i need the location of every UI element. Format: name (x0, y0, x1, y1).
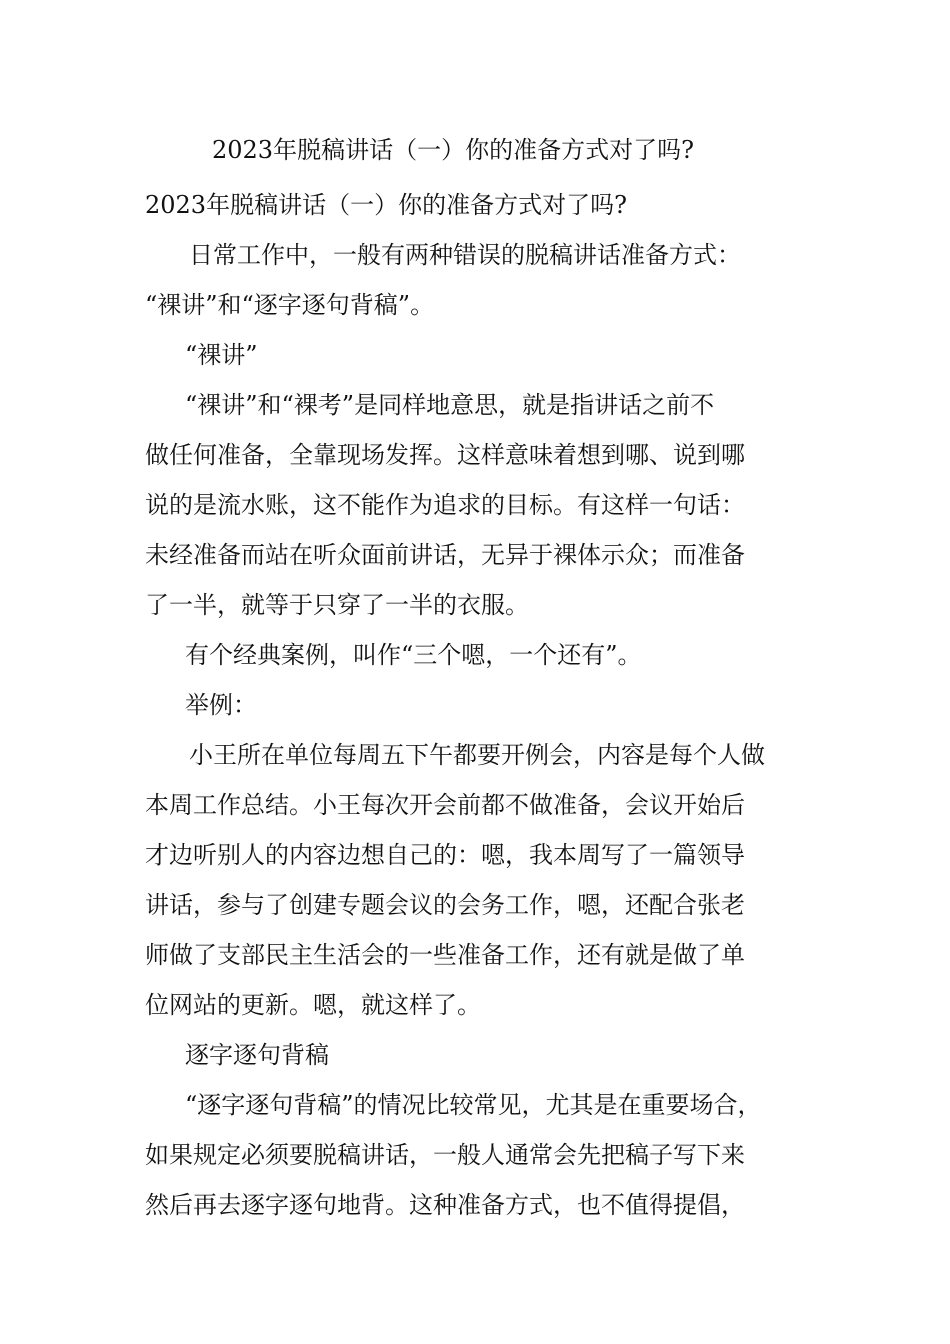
paragraph-line: 如果规定必须要脱稿讲话，一般人通常会先把稿子写下来 (145, 1141, 745, 1169)
paragraph-line: 才边听别人的内容边想自己的：嗯，我本周写了一篇领导 (145, 841, 745, 869)
paragraph-line: 了一半，就等于只穿了一半的衣服。 (145, 591, 529, 619)
section-heading: 逐字逐句背稿 (185, 1041, 329, 1069)
paragraph-line: 日常工作中，一般有两种错误的脱稿讲话准备方式： (189, 241, 741, 269)
paragraph-line: “逐字逐句背稿”的情况比较常见，尤其是在重要场合， (185, 1091, 762, 1119)
paragraph-line: 小王所在单位每周五下午都要开例会，内容是每个人做 (189, 741, 765, 769)
paragraph-line: 未经准备而站在听众面前讲话，无异于裸体示众；而准备 (145, 541, 745, 569)
paragraph-line: “裸讲”和“逐字逐句背稿”。 (145, 291, 435, 319)
heading-line: 2023年脱稿讲话（一）你的准备方式对了吗? (145, 191, 627, 219)
paragraph-line: 有个经典案例，叫作“三个嗯，一个还有”。 (185, 641, 642, 669)
document-title: 2023年脱稿讲话（一）你的准备方式对了吗? (212, 136, 694, 164)
paragraph-line: 讲话，参与了创建专题会议的会务工作，嗯，还配合张老 (145, 891, 745, 919)
paragraph-line: 师做了支部民主生活会的一些准备工作，还有就是做了单 (145, 941, 745, 969)
section-heading: “裸讲” (185, 341, 258, 369)
section-heading: 举例： (185, 691, 257, 719)
paragraph-line: 本周工作总结。小王每次开会前都不做准备，会议开始后 (145, 791, 745, 819)
document-body (145, 180, 825, 1230)
paragraph-line: 说的是流水账，这不能作为追求的目标。有这样一句话： (145, 491, 745, 519)
paragraph-line: 然后再去逐字逐句地背。这种准备方式，也不值得提倡， (145, 1191, 745, 1219)
paragraph-line: “裸讲”和“裸考”是同样地意思，就是指讲话之前不 (185, 391, 715, 419)
paragraph-line: 位网站的更新。嗯，就这样了。 (145, 991, 481, 1019)
paragraph-line: 做任何准备，全靠现场发挥。这样意味着想到哪、说到哪 (145, 441, 745, 469)
